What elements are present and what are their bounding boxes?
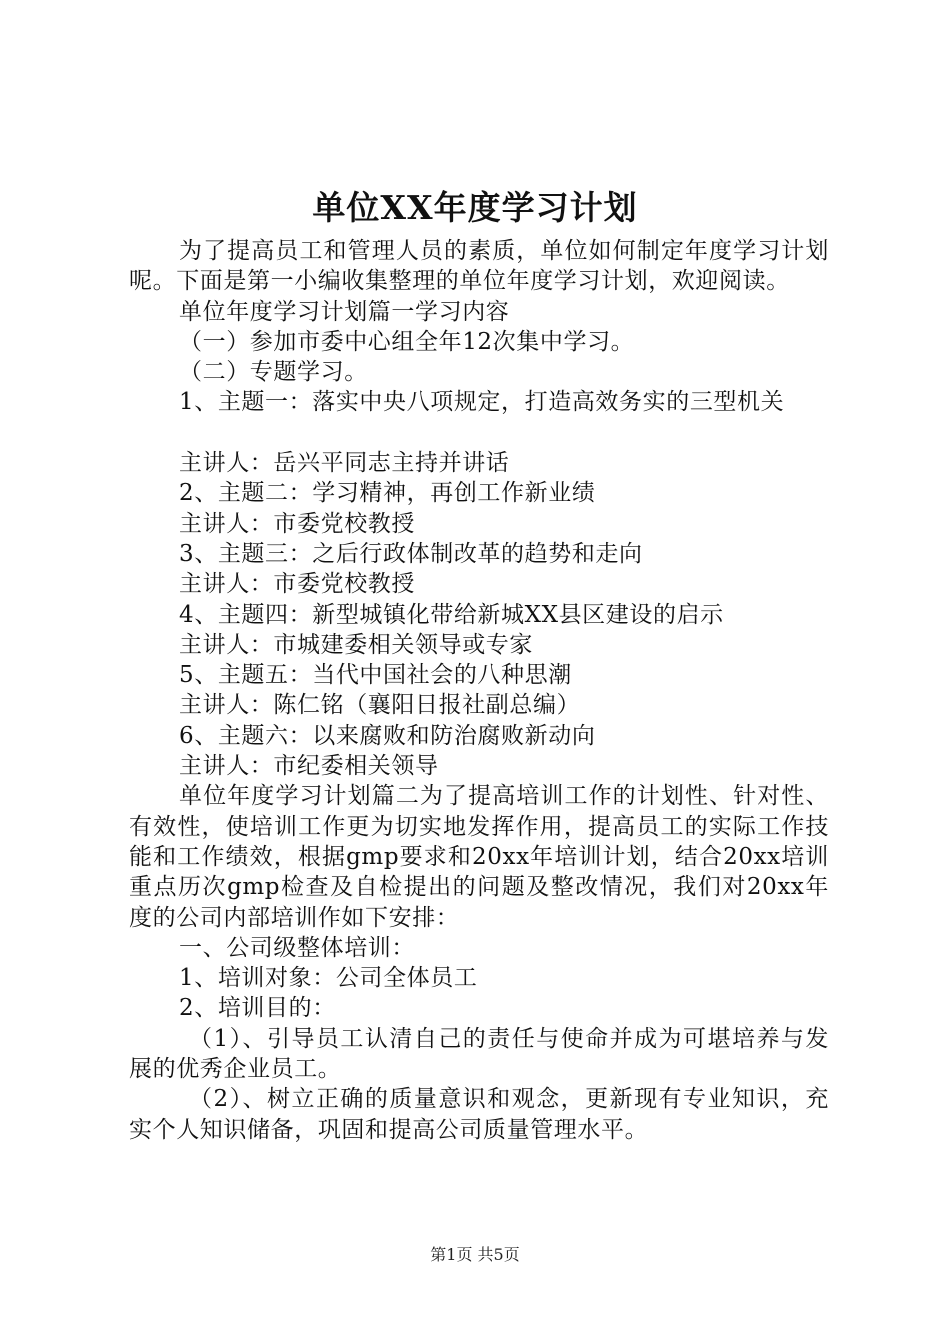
blank-line bbox=[129, 418, 829, 448]
speaker-line: 主讲人：岳兴平同志主持并讲话 bbox=[179, 450, 510, 477]
document-title: 单位XX年度学习计划 bbox=[312, 188, 638, 227]
topic-item: 2、主题二：学习精神，再创工作新业绩 bbox=[179, 480, 596, 507]
speaker-line: 主讲人：陈仁铭（襄阳日报社副总编） bbox=[179, 692, 581, 719]
list-item: 1、培训对象：公司全体员工 bbox=[179, 965, 478, 992]
speaker-line: 主讲人：市城建委相关领导或专家 bbox=[179, 631, 533, 658]
document-body bbox=[129, 236, 829, 1145]
topic-item: 4、主题四：新型城镇化带给新城XX县区建设的启示 bbox=[179, 601, 724, 628]
sub-item-paragraph: （2）、树立正确的质量意识和观念，更新现有专业知识，充实个人知识储备，巩固和提高公司质量管理水平。 bbox=[129, 1086, 829, 1143]
page-footer: 第1页 共5页 bbox=[430, 1245, 520, 1264]
list-heading: 一、公司级整体培训： bbox=[179, 934, 415, 961]
speaker-line: 主讲人：市纪委相关领导 bbox=[179, 753, 439, 780]
speaker-line: 主讲人：市委党校教授 bbox=[179, 571, 415, 598]
topic-item: 3、主题三：之后行政体制改革的趋势和走向 bbox=[179, 540, 643, 567]
intro-paragraph: 为了提高员工和管理人员的素质，单位如何制定年度学习计划呢。下面是第一小编收集整理的单位年度学习计划，欢迎阅读。 bbox=[129, 238, 829, 295]
speaker-line: 主讲人：市委党校教授 bbox=[179, 510, 415, 537]
section-heading-1: 单位年度学习计划篇一学习内容 bbox=[179, 298, 510, 325]
list-item: （二）专题学习。 bbox=[179, 359, 368, 386]
topic-item: 5、主题五：当代中国社会的八种思潮 bbox=[179, 662, 572, 689]
list-item: 2、培训目的： bbox=[179, 995, 336, 1022]
topic-item: 1、主题一：落实中央八项规定，打造高效务实的三型机关 bbox=[179, 389, 785, 416]
section-paragraph-2: 单位年度学习计划篇二为了提高培训工作的计划性、针对性、有效性，使培训工作更为切实地发挥作用，提高员工的实际工作技能和工作绩效，根据gmp要求和20xx年培训计划，结合20xx培训重点历次gmp检查及自检提出的问题及整改情况，我们对20xx年度的公司内部培训作如下安排： bbox=[129, 783, 829, 931]
list-item: （一）参加市委中心组全年12次集中学习。 bbox=[179, 328, 635, 355]
topic-item: 6、主题六：以来腐败和防治腐败新动向 bbox=[179, 722, 596, 749]
sub-item-paragraph: （1）、引导员工认清自己的责任与使命并成为可堪培养与发展的优秀企业员工。 bbox=[129, 1025, 829, 1083]
